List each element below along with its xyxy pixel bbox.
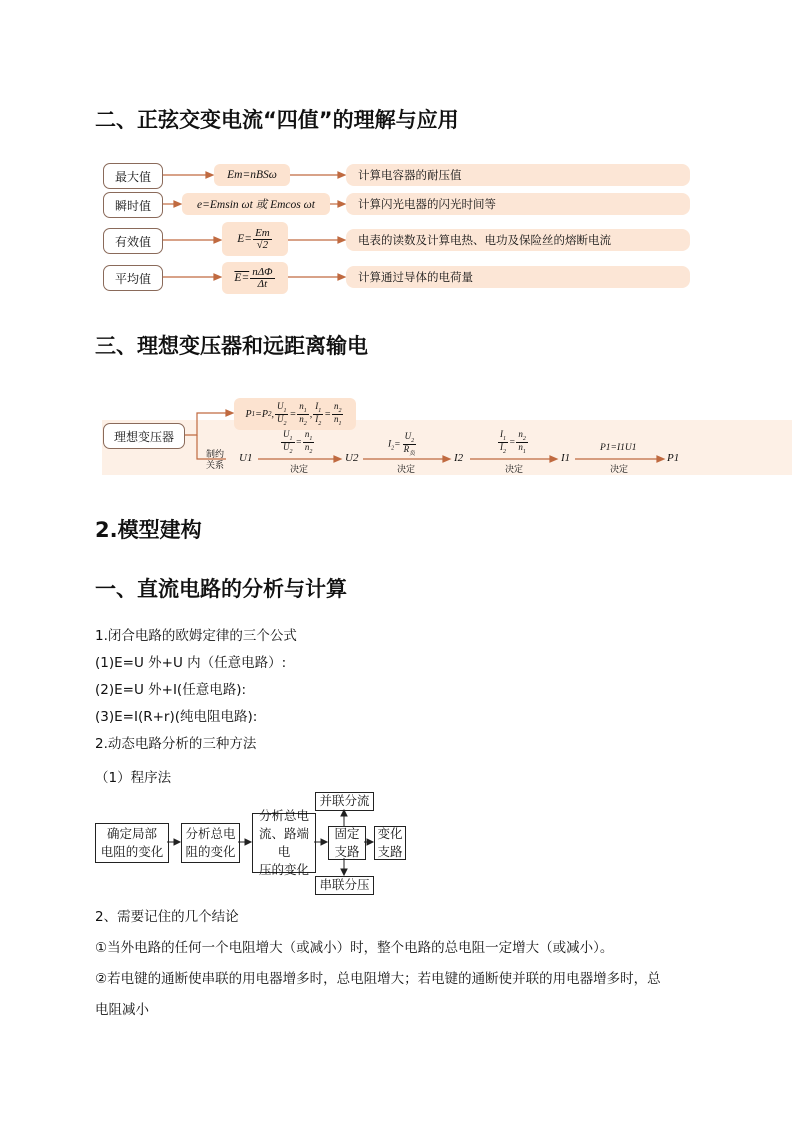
formula-average-lhs: E= — [234, 272, 250, 284]
formula-instant: e=Emsin ωt 或 Emcos ωt — [182, 193, 330, 215]
transformer-label: 理想变压器 — [103, 423, 185, 449]
chain-i2: I2 — [454, 452, 464, 464]
formula-effective-den: √2 — [256, 238, 269, 251]
decide-label-3: 决定 — [505, 465, 524, 475]
section-heading-transformer: 三、理想变压器和远距离输电 — [95, 334, 368, 358]
relation-label-2: 关系 — [206, 461, 225, 471]
paragraph-5: 2.动态电路分析的三种方法 — [95, 736, 257, 752]
formula-f1: $\frac{U_1}{U_2}$ = $\frac{n_1}{n_2}$ — [283, 429, 313, 455]
paragraph-7: 2、需要记住的几个结论 — [95, 909, 239, 925]
label-max-value: 最大值 — [103, 163, 163, 189]
formula-max: Em=nBSω — [214, 164, 290, 186]
chain-i1: I1 — [561, 452, 571, 464]
relation-label-1: 制约 — [206, 450, 225, 460]
formula-f4: P1=I1U1 — [600, 443, 637, 453]
decide-label-2: 决定 — [397, 465, 416, 475]
paragraph-2: (1)E=U 外+U 内（任意电路）: — [95, 655, 287, 671]
section-heading-four-values: 二、正弦交变电流“四值”的理解与应用 — [95, 108, 459, 132]
label-average-value: 平均值 — [103, 265, 163, 291]
paragraph-9: ②若电键的通断使串联的用电器增多时，总电阻增大；若电键的通断使并联的用电器增多时，总 — [95, 971, 661, 987]
flow-box-parallel-shunt: 并联分流 — [315, 792, 374, 811]
transformer-top-formula: P 1 =P 2 , $U_1$ $U_2$ = $n_1$ $n_2$ , $I_1$ $I_2$ = $n_2$ $n_1$ — [234, 398, 356, 430]
paragraph-8: ①当外电路的任何一个电阻增大（或减小）时，整个电路的总电阻一定增大（或减小）。 — [95, 940, 614, 956]
paragraph-1: 1.闭合电路的欧姆定律的三个公式 — [95, 628, 297, 644]
flow-box-local-resistance: 确定局部 电阻的变化 — [95, 823, 169, 863]
label-effective-value: 有效值 — [103, 228, 163, 254]
section-heading-model: 2.模型建构 — [95, 518, 202, 542]
paragraph-3: (2)E=U 外+I(任意电路): — [95, 682, 247, 698]
formula-effective-lhs: E= — [237, 233, 253, 245]
formula-effective-num: Em — [255, 226, 270, 239]
flow-box-current-voltage: 分析总电 流、路端电 压的变化 — [252, 813, 316, 873]
formula-average-den: Δt — [257, 277, 268, 290]
flow-box-total-resistance: 分析总电 阻的变化 — [181, 823, 240, 863]
desc-instant-value: 计算闪光电器的闪光时间等 — [346, 193, 690, 215]
formula-average-num: nΔΦ — [252, 265, 273, 278]
chain-u2: U2 — [345, 452, 359, 464]
decide-label-4: 决定 — [610, 465, 629, 475]
label-instant-value: 瞬时值 — [103, 192, 163, 218]
chain-p1: P1 — [667, 452, 680, 464]
section-heading-dc-circuit: 一、直流电路的分析与计算 — [95, 577, 347, 601]
decide-label-1: 决定 — [290, 465, 309, 475]
paragraph-10: 电阻减小 — [95, 1002, 149, 1018]
flow-box-fixed-branch: 固定 支路 — [328, 826, 366, 860]
paragraph-6: （1）程序法 — [95, 770, 172, 786]
chain-u1: U1 — [239, 452, 253, 464]
formula-f2: $I_2=$ $U_2$ $R_负$ — [388, 431, 416, 457]
desc-effective-value: 电表的读数及计算电热、电功及保险丝的熔断电流 — [346, 229, 690, 251]
desc-average-value: 计算通过导体的电荷量 — [346, 266, 690, 288]
flow-box-variable-branch: 变化 支路 — [374, 826, 406, 860]
formula-f3: $\frac{I_1}{I_2}$ = $\frac{n_2}{n_1}$ — [500, 429, 526, 455]
desc-max-value: 计算电容器的耐压值 — [346, 164, 690, 186]
paragraph-4: (3)E=I(R+r)(纯电阻电路): — [95, 709, 258, 725]
flow-box-series-divide: 串联分压 — [315, 876, 374, 895]
